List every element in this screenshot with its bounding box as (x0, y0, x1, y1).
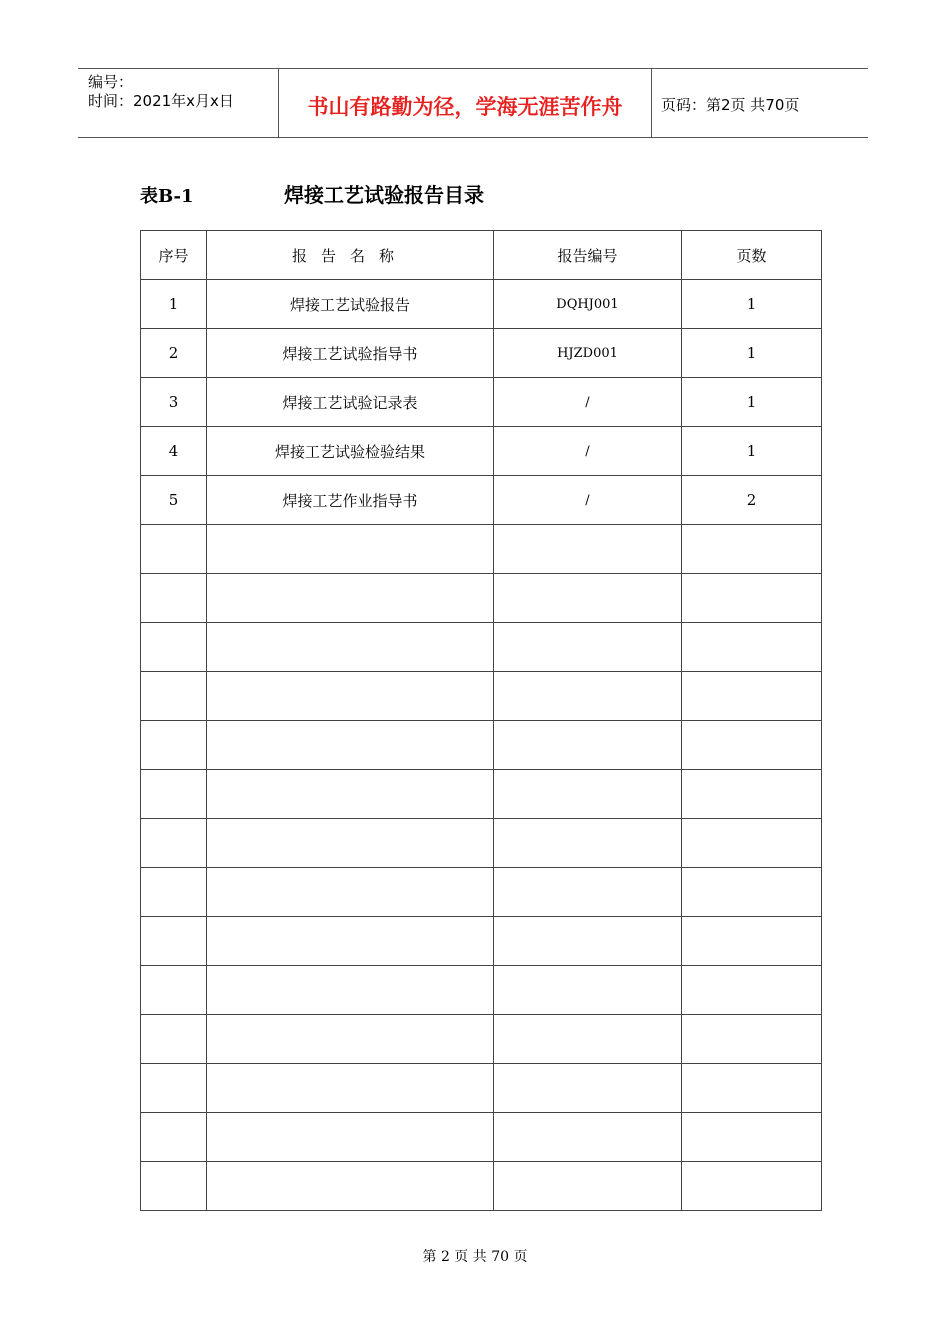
cell-page-count (682, 525, 822, 574)
cell-report-code (494, 868, 682, 917)
cell-report-name (207, 1162, 494, 1211)
table-code: 表B-1 (140, 186, 194, 207)
cell-report-name (207, 574, 494, 623)
table-row (141, 868, 822, 917)
table-row (141, 819, 822, 868)
table-row (141, 476, 822, 525)
cell-page-count (682, 1113, 822, 1162)
cell-page-count (682, 672, 822, 721)
page-title: 焊接工艺试验报告目录 (284, 183, 484, 207)
cell-page-count: 2 (682, 476, 822, 525)
cell-page-count (682, 721, 822, 770)
table-row (141, 966, 822, 1015)
cell-report-name: 焊接工艺试验记录表 (207, 378, 494, 427)
cell-page-count (682, 574, 822, 623)
cell-report-code (494, 1015, 682, 1064)
table-row (141, 329, 822, 378)
cell-report-name (207, 525, 494, 574)
cell-no (141, 1015, 207, 1064)
cell-report-name: 焊接工艺试验报告 (207, 280, 494, 329)
table-row (141, 623, 822, 672)
table-row (141, 525, 822, 574)
cell-report-name: 焊接工艺试验指导书 (207, 329, 494, 378)
table-row (141, 1162, 822, 1211)
header-motto-cell (279, 69, 652, 137)
cell-report-name (207, 1113, 494, 1162)
cell-report-code (494, 1162, 682, 1211)
document-date: 时间：2021年x月x日 (88, 92, 234, 110)
column-header-code: 报告编号 (494, 231, 682, 280)
cell-page-count (682, 770, 822, 819)
cell-report-name (207, 1015, 494, 1064)
cell-report-name (207, 1064, 494, 1113)
cell-page-count (682, 819, 822, 868)
cell-report-code (494, 966, 682, 1015)
cell-no (141, 1113, 207, 1162)
table-row (141, 672, 822, 721)
cell-no (141, 672, 207, 721)
cell-report-name (207, 770, 494, 819)
table-row (141, 1064, 822, 1113)
cell-page-count (682, 1064, 822, 1113)
cell-report-code: DQHJ001 (494, 280, 682, 329)
table-row (141, 917, 822, 966)
document-number-label: 编号： (88, 73, 134, 91)
table-row (141, 280, 822, 329)
cell-no (141, 721, 207, 770)
table-row (141, 427, 822, 476)
cell-report-code (494, 917, 682, 966)
cell-page-count: 1 (682, 329, 822, 378)
cell-report-code (494, 672, 682, 721)
cell-no: 2 (141, 329, 207, 378)
cell-report-name (207, 868, 494, 917)
cell-page-count (682, 1015, 822, 1064)
cell-no (141, 819, 207, 868)
cell-page-count: 1 (682, 378, 822, 427)
cell-report-code: HJZD001 (494, 329, 682, 378)
header-motto: 书山有路勤为径，学海无涯苦作舟 (307, 95, 623, 119)
table-row (141, 1015, 822, 1064)
cell-page-count: 1 (682, 427, 822, 476)
table-row (141, 574, 822, 623)
cell-report-code (494, 770, 682, 819)
cell-no (141, 966, 207, 1015)
cell-report-name (207, 917, 494, 966)
cell-no: 1 (141, 280, 207, 329)
cell-no (141, 623, 207, 672)
column-header-name: 报告名称 (207, 231, 494, 280)
cell-report-code (494, 1064, 682, 1113)
cell-page-count (682, 917, 822, 966)
cell-report-code: / (494, 427, 682, 476)
cell-report-name (207, 819, 494, 868)
cell-report-name: 焊接工艺试验检验结果 (207, 427, 494, 476)
page-footer: 第 2 页 共 70 页 (422, 1249, 528, 1265)
column-header-no: 序号 (141, 231, 207, 280)
cell-no (141, 574, 207, 623)
cell-no: 3 (141, 378, 207, 427)
cell-page-count (682, 623, 822, 672)
cell-no (141, 917, 207, 966)
cell-no (141, 1064, 207, 1113)
cell-report-name (207, 623, 494, 672)
column-header-pages: 页数 (682, 231, 822, 280)
table-row (141, 1113, 822, 1162)
cell-report-code (494, 819, 682, 868)
cell-page-count: 1 (682, 280, 822, 329)
cell-report-code (494, 525, 682, 574)
report-catalog-table (140, 230, 822, 1211)
header-page-info: 页码：第2页 共70页 (661, 96, 800, 114)
cell-no (141, 770, 207, 819)
cell-report-name: 焊接工艺作业指导书 (207, 476, 494, 525)
table-row (141, 770, 822, 819)
cell-no (141, 525, 207, 574)
cell-report-name (207, 672, 494, 721)
cell-no (141, 1162, 207, 1211)
cell-no: 4 (141, 427, 207, 476)
table-row (141, 721, 822, 770)
cell-report-name (207, 966, 494, 1015)
cell-report-code: / (494, 476, 682, 525)
header-page-cell (652, 69, 868, 137)
cell-report-code (494, 721, 682, 770)
cell-report-code: / (494, 378, 682, 427)
cell-page-count (682, 966, 822, 1015)
header-meta (78, 69, 279, 137)
cell-report-code (494, 574, 682, 623)
table-header-row (141, 231, 822, 280)
cell-report-name (207, 721, 494, 770)
cell-page-count (682, 868, 822, 917)
cell-report-code (494, 623, 682, 672)
cell-page-count (682, 1162, 822, 1211)
cell-no: 5 (141, 476, 207, 525)
table-row (141, 378, 822, 427)
page-header (78, 68, 868, 138)
cell-no (141, 868, 207, 917)
cell-report-code (494, 1113, 682, 1162)
